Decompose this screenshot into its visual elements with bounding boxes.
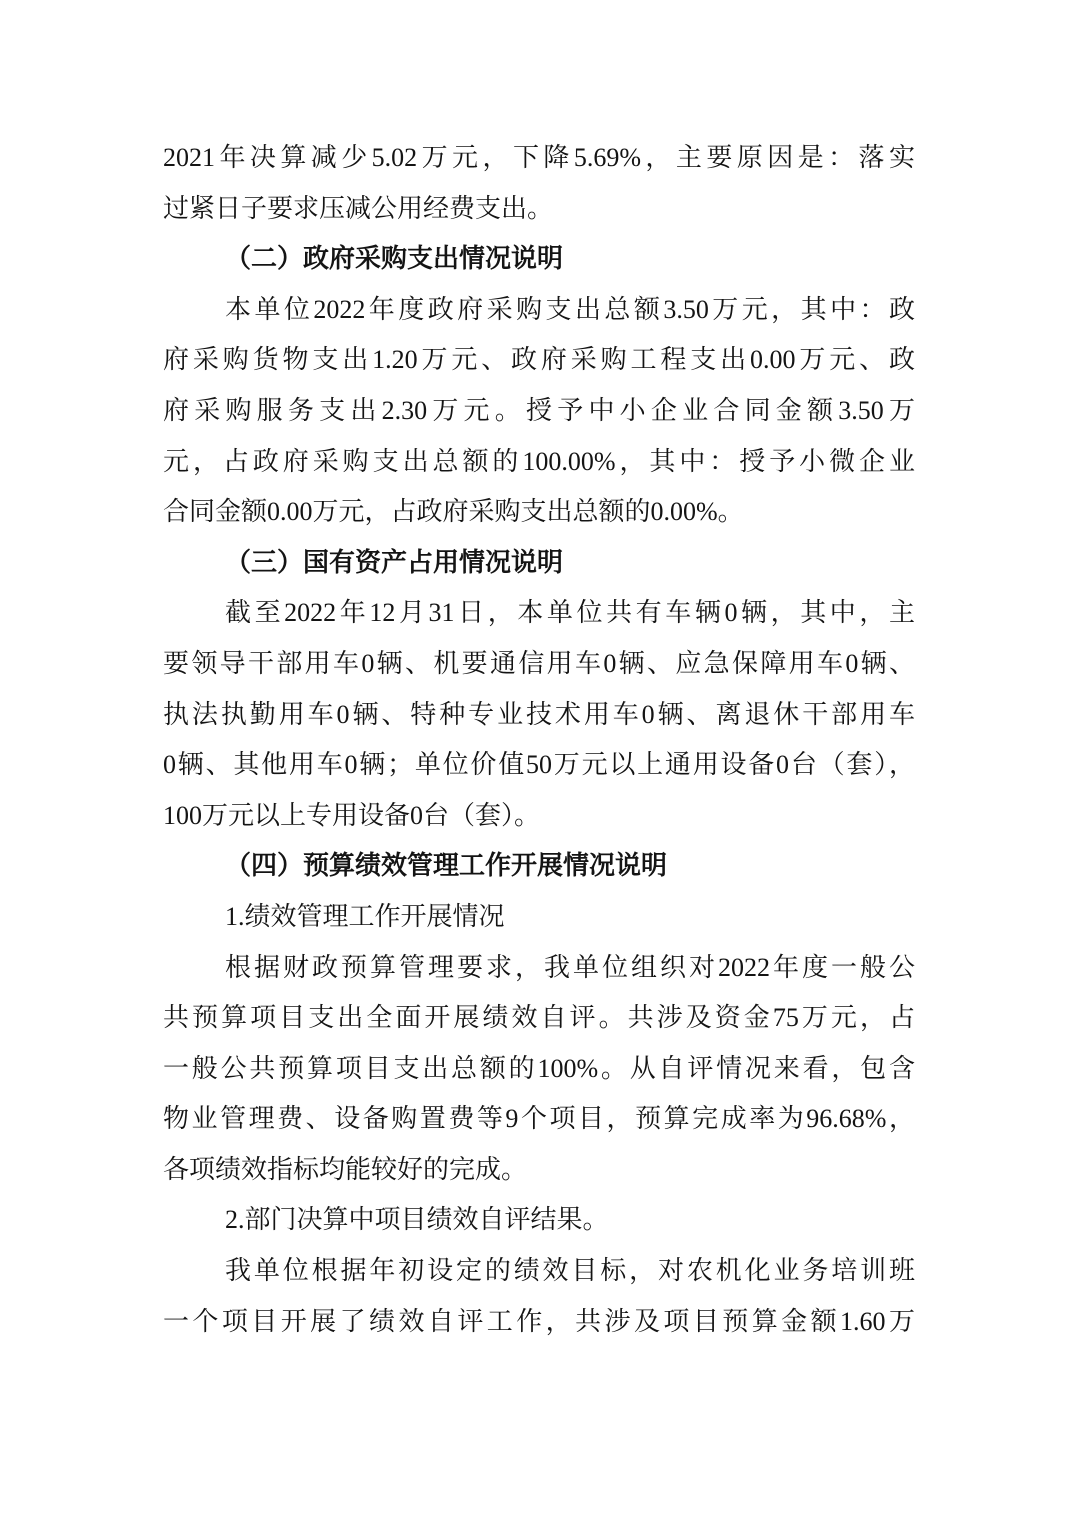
paragraph-line: 一个项目开展了绩效自评工作，共涉及项目预算金额1.60万 [163, 1306, 915, 1336]
paragraph-line: 2021年决算减少5.02万元，下降5.69%，主要原因是：落实 [163, 143, 915, 172]
subheading-item-2: 2.部门决算中项目绩效自评结果。 [225, 1205, 609, 1235]
paragraph-line: 我单位根据年初设定的绩效目标，对农机化业务培训班 [225, 1256, 915, 1286]
heading-section-3: （三）国有资产占用情况说明 [225, 547, 564, 577]
paragraph-line: 各项绩效指标均能较好的完成。 [163, 1154, 528, 1184]
paragraph-line: 过紧日子要求压减公用经费支出。 [163, 193, 554, 223]
paragraph-line: 物业管理费、设备购置费等9个项目，预算完成率为96.68%， [163, 1104, 915, 1134]
heading-section-2: （二）政府采购支出情况说明 [225, 244, 564, 274]
paragraph-line: 共预算项目支出全面开展绩效自评。共涉及资金75万元，占 [163, 1003, 915, 1033]
paragraph-line: 府采购服务支出2.30万元。授予中小企业合同金额3.50万 [163, 395, 915, 425]
paragraph-line: 元，占政府采购支出总额的100.00%，其中：授予小微企业 [163, 446, 915, 476]
document-text-block [163, 133, 915, 1347]
paragraph-line: 一般公共预算项目支出总额的100%。从自评情况来看，包含 [163, 1053, 915, 1083]
paragraph-line: 截至2022年12月31日，本单位共有车辆0辆，其中，主 [225, 598, 915, 628]
paragraph-line: 本单位2022年度政府采购支出总额3.50万元，其中：政 [225, 294, 915, 324]
heading-section-4: （四）预算绩效管理工作开展情况说明 [225, 851, 668, 881]
paragraph-line: 0辆、其他用车0辆；单位价值50万元以上通用设备0台（套）， [163, 750, 915, 780]
paragraph-line: 府采购货物支出1.20万元、政府采购工程支出0.00万元、政 [163, 345, 915, 375]
paragraph-line: 执法执勤用车0辆、特种专业技术用车0辆、离退休干部用车 [163, 699, 915, 729]
subheading-item-1: 1.绩效管理工作开展情况 [225, 901, 505, 931]
paragraph-line: 合同金额0.00万元，占政府采购支出总额的0.00%。 [163, 497, 744, 527]
paragraph-line: 100万元以上专用设备0台（套）。 [163, 800, 541, 830]
paragraph-line: 根据财政预算管理要求，我单位组织对2022年度一般公 [225, 952, 915, 982]
paragraph-line: 要领导干部用车0辆、机要通信用车0辆、应急保障用车0辆、 [163, 648, 915, 678]
